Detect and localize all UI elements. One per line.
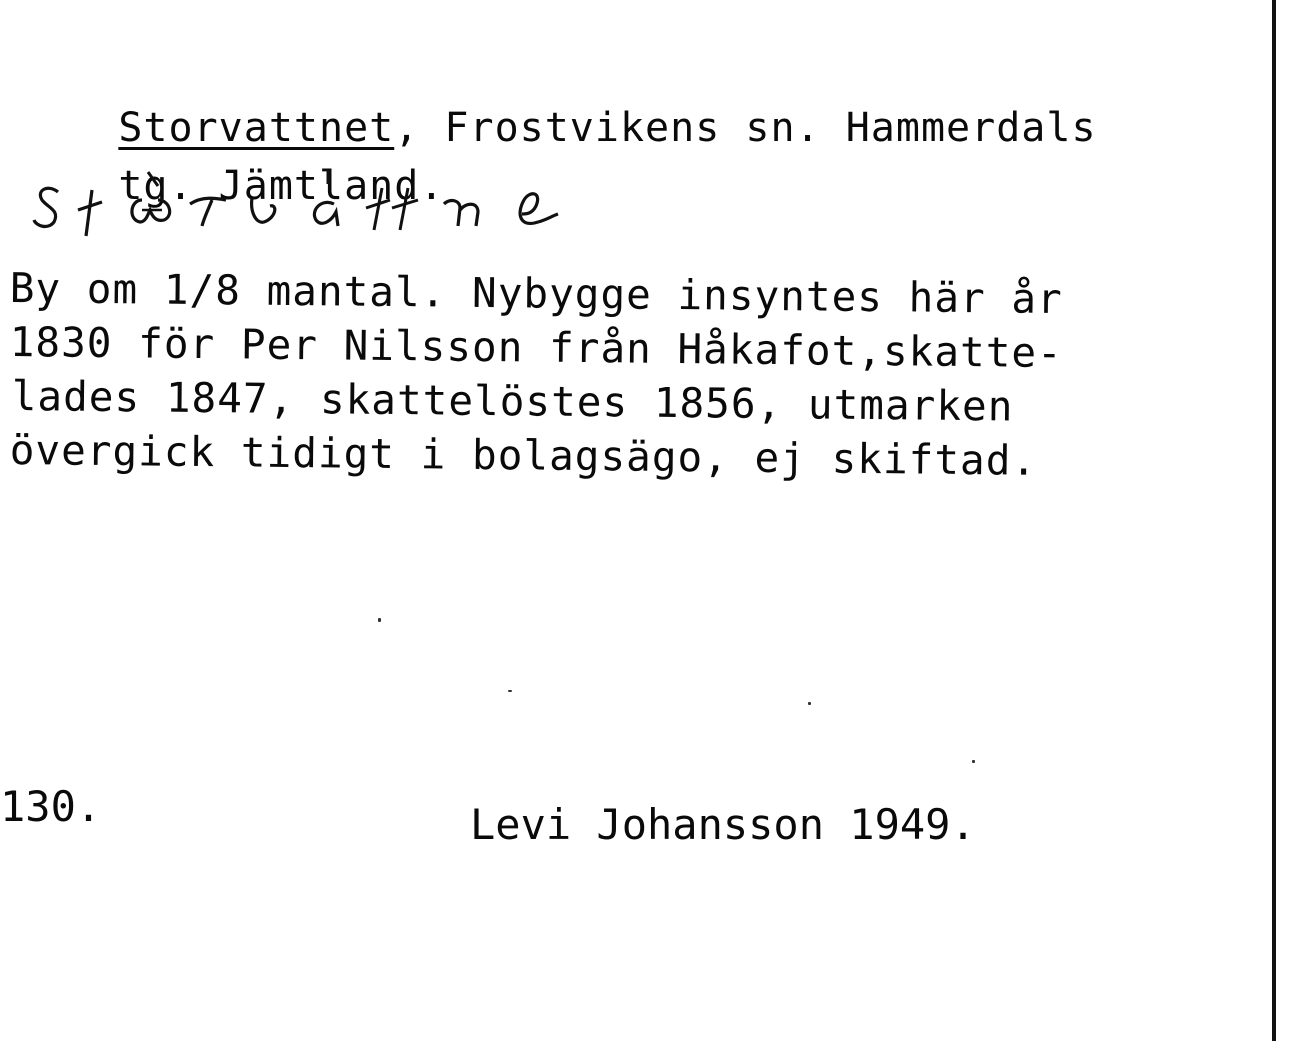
card-number: 130. [0, 782, 102, 831]
phonetic-transcription [30, 170, 590, 240]
body-line-2: 1830 för Per Nilsson från Håkafot,skatte- [9, 318, 1064, 378]
header-line-1-rest: , Frostvikens sn. Hammerdals [394, 105, 1097, 151]
scan-speck [808, 702, 811, 705]
author-signature: Levi Johansson 1949. [470, 800, 976, 849]
card-edge-line [1272, 0, 1276, 1041]
header-location: tg. Jämtland. [118, 163, 445, 209]
body-line-1: By om 1/8 mantal. Nybygge insyntes här år [9, 264, 1064, 324]
body-line-3: lades 1847, skattelöstes 1856, utmarken [11, 372, 1014, 431]
scan-speck [508, 690, 512, 692]
scan-speck [972, 760, 975, 763]
body-line-4: övergick tidigt i bolagsägo, ej skiftad. [9, 426, 1038, 485]
scan-speck [378, 618, 381, 622]
place-name: Storvattnet [118, 105, 395, 151]
